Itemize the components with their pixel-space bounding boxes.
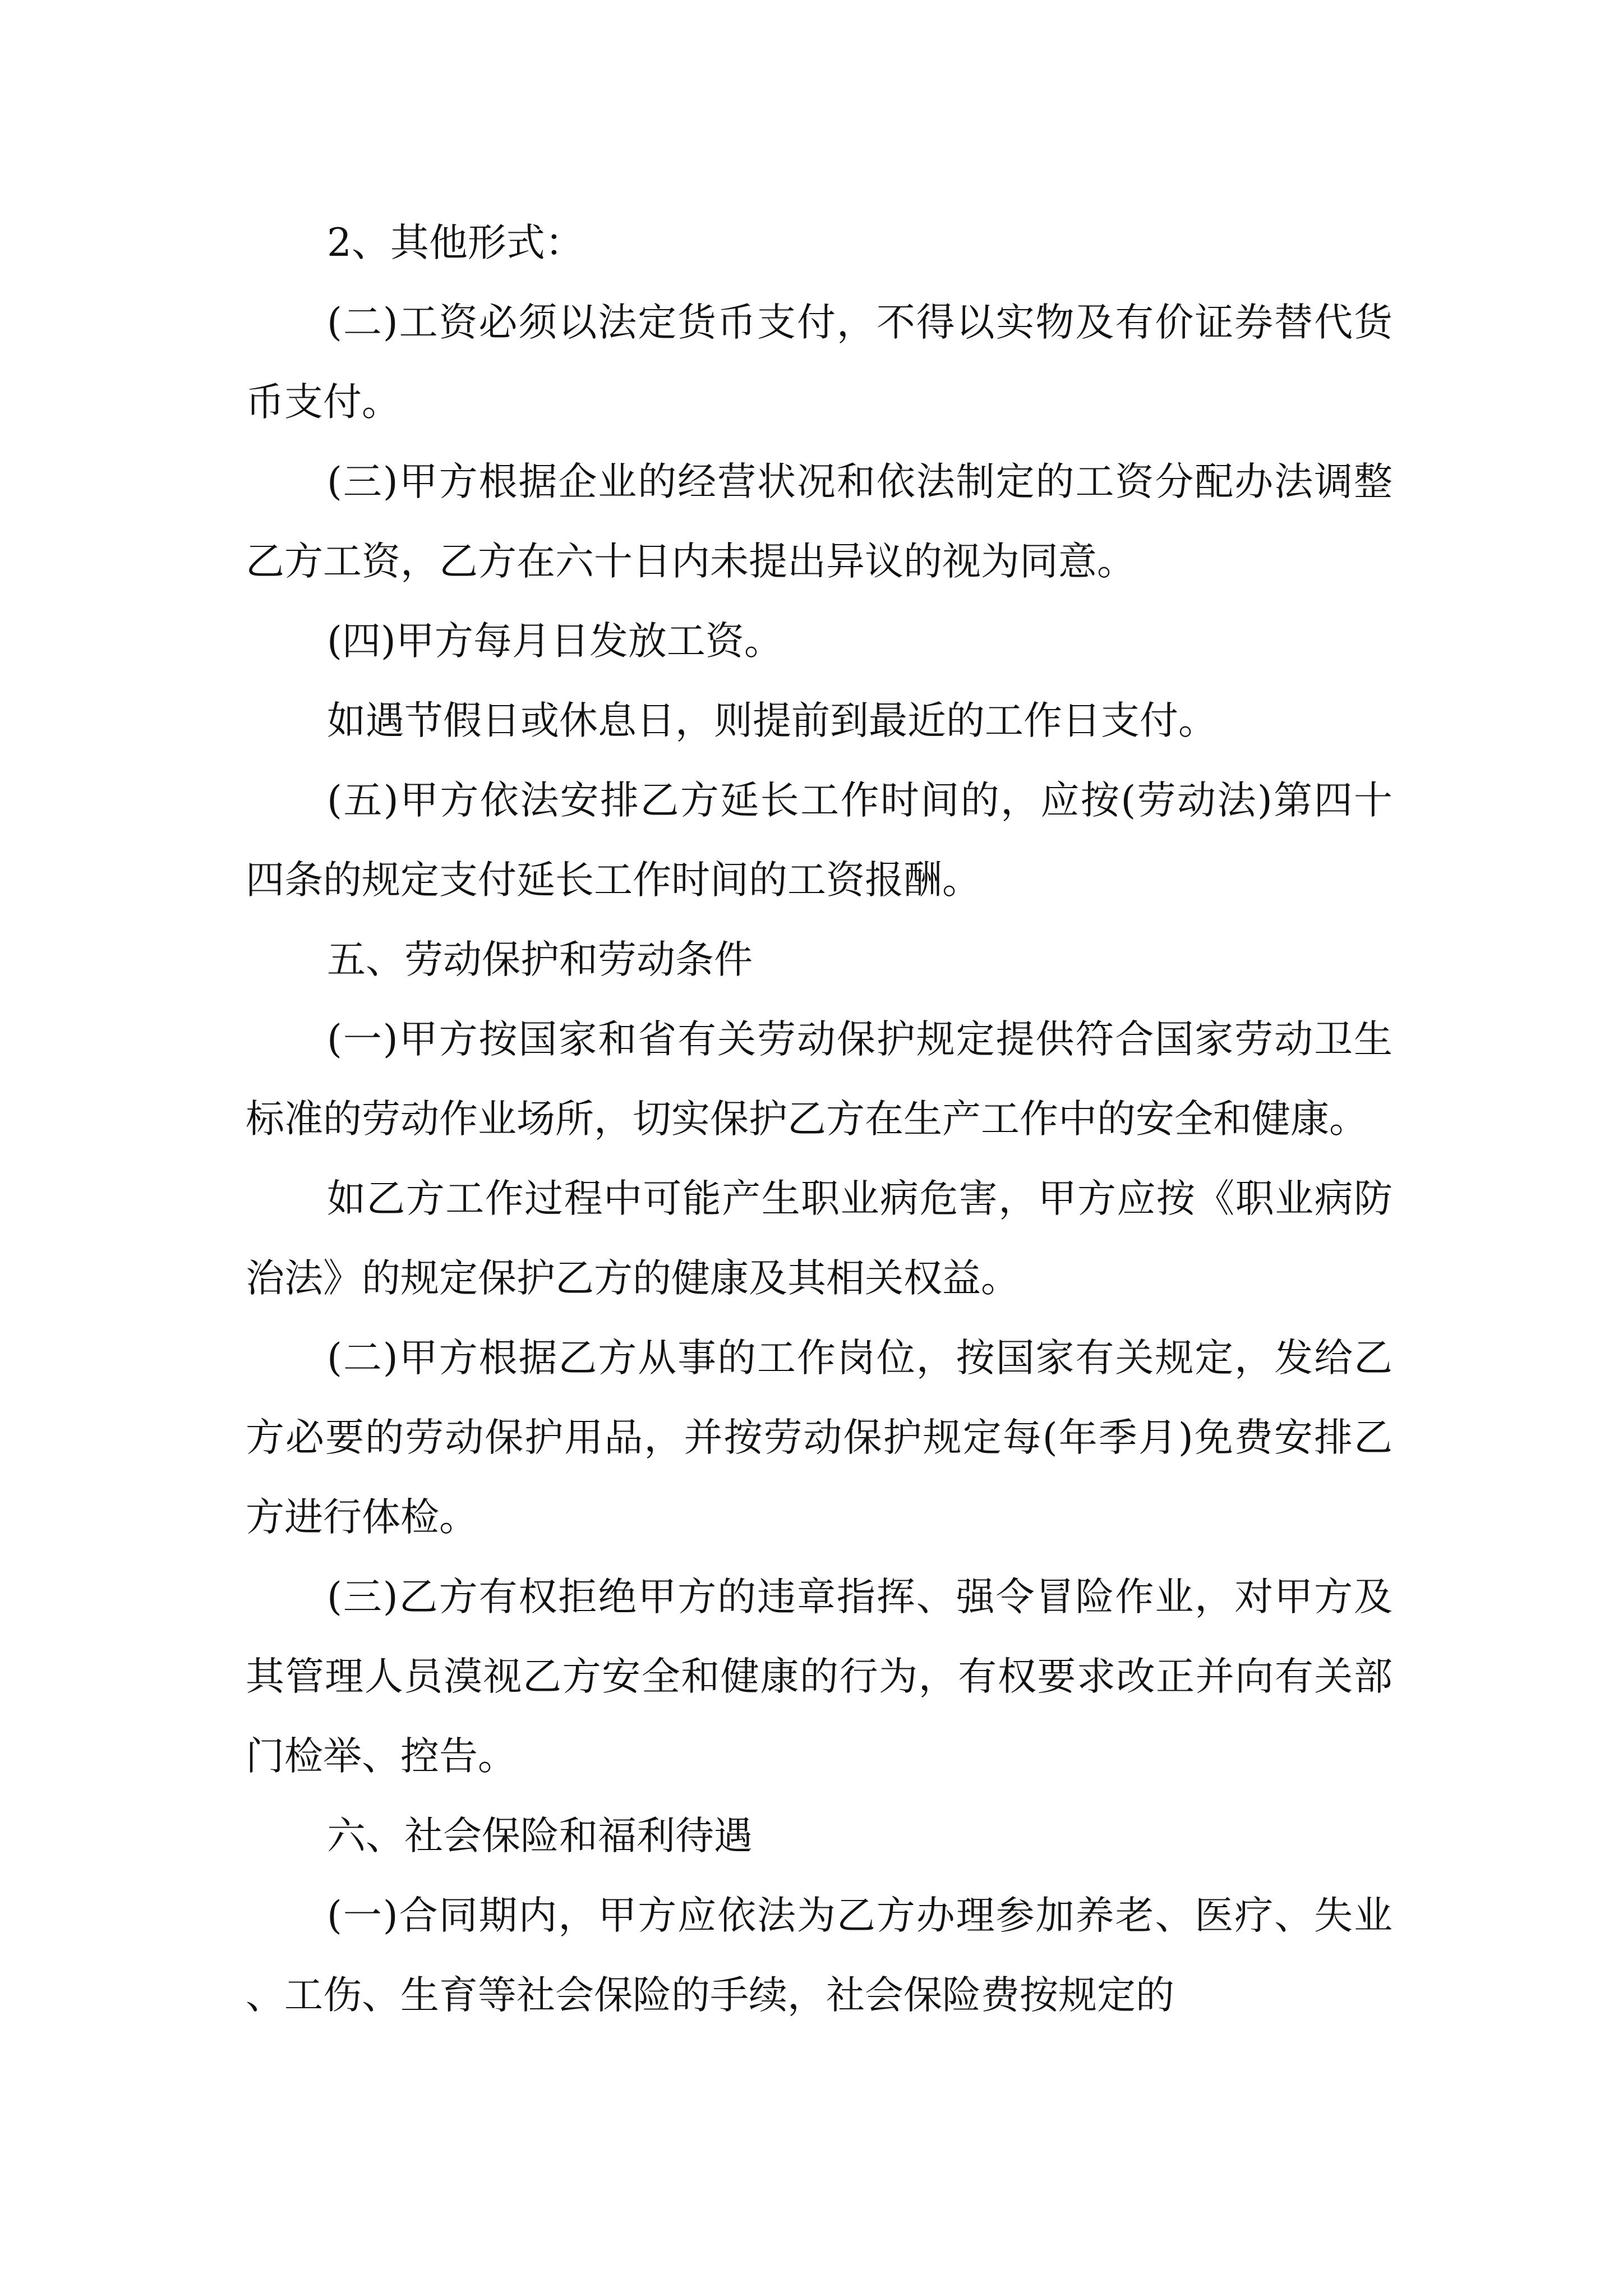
paragraph-insurance-enrollment: (一)合同期内，甲方应依法为乙方办理参加养老、医疗、失业、工伤、生育等社会保险的手续，社会保险费按规定的 — [246, 1893, 1393, 2018]
section-heading-labor-protection: 五、劳动保护和劳动条件 — [327, 937, 753, 982]
paragraph-pay-day: (四)甲方每月日发放工资。 — [327, 619, 783, 664]
paragraph-wage-currency: (二)工资必须以法定货币支付，不得以实物及有价证券替代货币支付。 — [246, 300, 1393, 425]
document-body — [246, 203, 1393, 2035]
paragraph-work-environment: (一)甲方按国家和省有关劳动保护规定提供符合国家劳动卫生标准的劳动作业场所，切实保护乙方在生产工作中的安全和健康。 — [246, 1017, 1393, 1142]
paragraph-protective-equipment: (二)甲方根据乙方从事的工作岗位，按国家有关规定，发给乙方必要的劳动保护用品，并按劳动保护规定每(年季月)免费安排乙方进行体检。 — [246, 1336, 1393, 1540]
paragraph-wage-adjustment: (三)甲方根据企业的经营状况和依法制定的工资分配办法调整乙方工资，乙方在六十日内未提出异议的视为同意。 — [246, 459, 1393, 584]
paragraph-occupational-disease: 如乙方工作过程中可能产生职业病危害，甲方应按《职业病防治法》的规定保护乙方的健康及其相关权益。 — [246, 1176, 1393, 1301]
paragraph-refuse-unsafe-work: (三)乙方有权拒绝甲方的违章指挥、强令冒险作业，对甲方及其管理人员漠视乙方安全和健康的行为，有权要求改正并向有关部门检举、控告。 — [246, 1575, 1393, 1779]
section-heading-social-insurance: 六、社会保险和福利待遇 — [327, 1814, 753, 1858]
paragraph-overtime-pay: (五)甲方依法安排乙方延长工作时间的，应按(劳动法)第四十四条的规定支付延长工作时间的工资报酬。 — [246, 778, 1393, 903]
paragraph-holiday-payment: 如遇节假日或休息日，则提前到最近的工作日支付。 — [327, 698, 1217, 743]
paragraph-other-forms: 2、其他形式： — [327, 220, 584, 265]
